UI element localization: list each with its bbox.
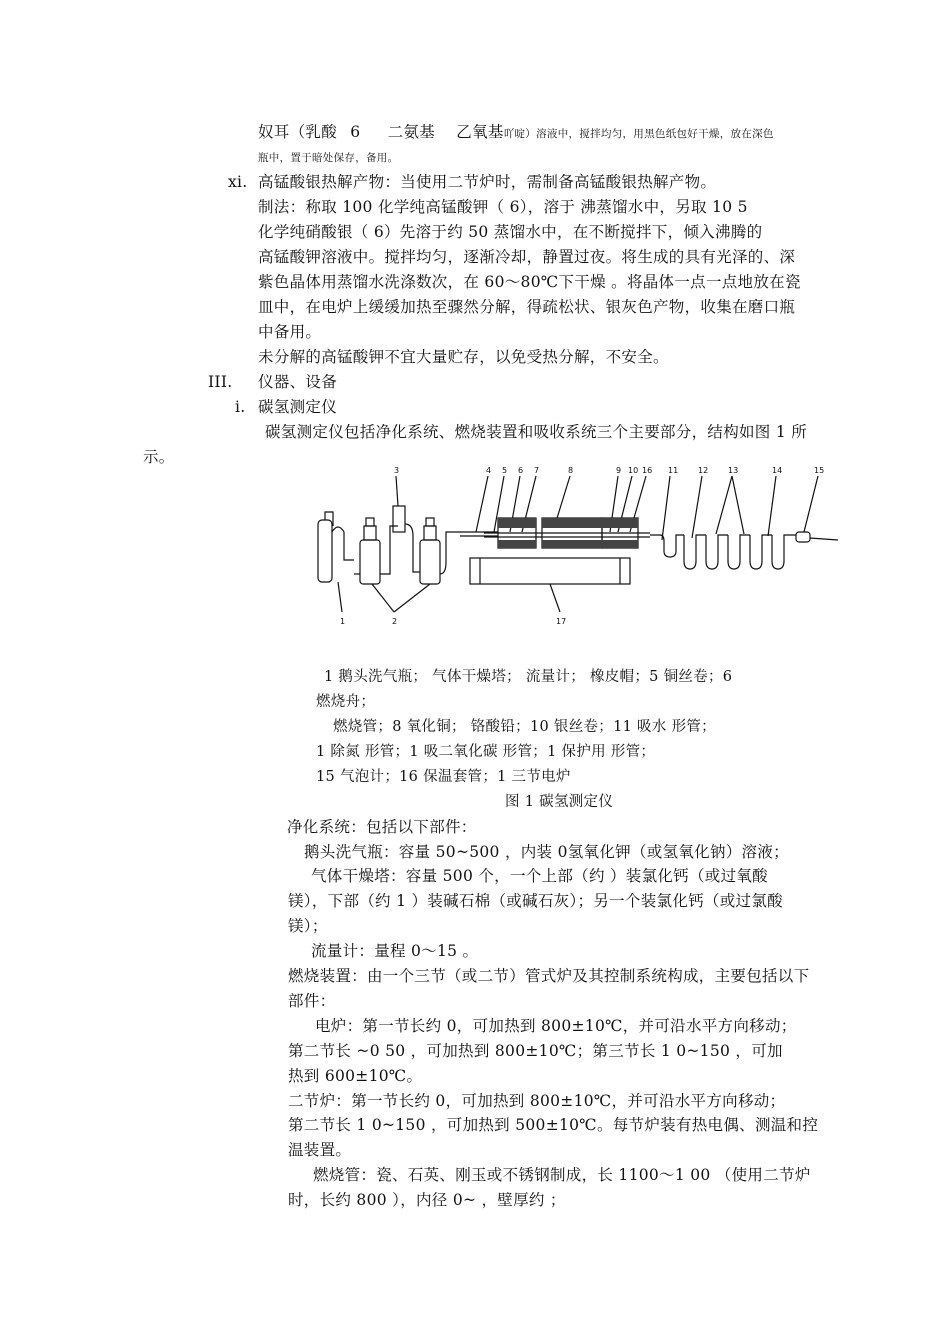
text-span: 6 [350,123,361,141]
text-line: 温装置。 [288,1141,352,1159]
u-tube [750,535,772,569]
text-span: 奴耳（乳酸 [258,123,338,141]
text-line: 燃烧管：瓷、石英、刚玉或不锈钢制成，长 1100～1 00 （使用二节炉 [313,1166,811,1184]
figure-label: 2 [392,617,398,626]
furnace-bench [470,558,630,584]
figure-label: 9 [616,466,622,475]
text-line: 碳氢测定仪包括净化系统、燃烧装置和吸收系统三个主要部分，结构如图 1 所 [265,423,808,441]
figure-label: 16 [642,466,653,475]
text-line: 净化系统：包括以下部件： [287,818,477,836]
u-tube [706,535,728,569]
gas-washing-bottle [318,520,332,582]
flowmeter [393,506,405,532]
text-line: 化学纯硝酸银（ 6）先溶于约 50 蒸馏水中，在不断搅拌下，倾入沸腾的 [258,223,763,241]
text-line: 中备用。 [258,323,322,341]
section-title: 仪器、设备 [258,373,338,391]
drying-tower [420,540,440,584]
figure-label: 17 [556,617,567,626]
caption-line: 1 除氮 形管；1 吸二氧化碳 形管；1 保护用 形管； [316,744,656,760]
text-line: 未分解的高锰酸钾不宜大量贮存，以免受热分解，不安全。 [258,348,669,366]
text-line: 皿中，在电炉上缓缓加热至骤然分解，得疏松状、银灰色产物，收集在磨口瓶 [258,298,796,316]
text-line: 时，长约 800 ），内径 0~ ，壁厚约 ； [288,1191,566,1209]
text-line: 鹅头洗气瓶：容量 50~500 ，内装 0氢氧化钾（或氢氧化钠）溶液； [304,843,789,861]
caption-line: 15 气泡计；16 保温套管；1 三节电炉 [316,769,571,785]
figure-label: 1 [340,617,346,626]
list-number: III. [208,373,233,391]
text-line: 热到 600±10℃。 [288,1067,423,1085]
text-span: 吖啶）溶液中，搅拌均匀，用黑色纸包好干燥，放在深色 [503,128,774,140]
text-line: 二节炉：第一节长约 0，可加热到 800±10℃，并可沿水平方向移动； [288,1092,786,1110]
figure-label: 15 [814,466,825,475]
text-line: 流量计：量程 0～15 。 [311,942,479,960]
text-line: 气体干燥塔：容量 500 个，一个上部（约 ）装氯化钙（或过氧酸 [311,867,768,885]
section-title: 高锰酸银热解产物：当使用二节炉时，需制备高锰酸银热解产物。 [258,173,717,191]
text-line: 镁）； [288,917,328,935]
apparatus-diagram [298,462,858,640]
section-title: 碳氢测定仪 [258,398,338,416]
caption-line: 1 鹅头洗气瓶； 气体干燥塔； 流量计； 橡皮帽；5 铜丝卷；6 [324,669,733,685]
figure-label: 13 [728,466,739,475]
text-line: 第二节长 1 0~150 ，可加热到 500±10℃。每节炉装有热电偶、测温和控 [288,1116,819,1134]
text-line: 镁），下部（约 1 ）装碱石棉（或碱石灰）；另一个装氯化钙（或过氯酸 [288,892,783,910]
figure-label: 6 [518,466,524,475]
text-line: 电炉：第一节长约 0，可加热到 800±10℃，并可沿水平方向移动； [315,1017,797,1035]
figure-label: 11 [668,466,679,475]
u-tube [650,535,684,557]
text-line: 燃烧装置：由一个三节（或二节）管式炉及其控制系统构成，主要包括以下 [288,967,810,985]
text-line: 制法：称取 100 化学纯高锰酸钾（ 6），溶于 沸蒸馏水中，另取 10 5 [258,198,748,216]
figure-label: 8 [568,466,574,475]
list-number: xi. [228,173,248,191]
text-line [258,122,774,144]
figure-label: 10 [628,466,639,475]
text-line: 瓶中，置于暗处保存，备用。 [258,152,399,164]
u-tube [684,535,706,569]
text-span: 乙氧基 [456,123,504,141]
figure-label: 12 [698,466,709,475]
bubble-counter [796,532,810,542]
text-line: 示。 [143,448,175,466]
caption-line: 燃烧舟； [316,694,376,710]
figure-label: 14 [772,466,783,475]
text-line: 部件： [288,992,336,1010]
drying-tower [360,540,380,584]
list-number: i. [235,398,246,416]
figure-title: 图 1 碳氢测定仪 [505,794,614,810]
figure-label: 5 [502,466,508,475]
u-tube [772,535,796,569]
u-tube [728,535,750,569]
text-span: 二氨基 [387,123,436,141]
caption-line: 燃烧管；8 氧化铜； 铬酸铅；10 银丝卷；11 吸水 形管； [333,719,716,735]
figure-label: 7 [534,466,540,475]
text-line: 高锰酸钾溶液中。搅拌均匀，逐渐冷却，静置过夜。将生成的具有光泽的、深 [258,248,796,266]
figure-label: 3 [394,466,400,475]
figure-label: 4 [486,466,492,475]
text-line: 第二节长 ~0 50 ，可加热到 800±10℃；第三节长 1 0~150 ，可加 [288,1042,783,1060]
text-line: 紫色晶体用蒸馏水洗涤数次，在 60～80℃下干燥 。将晶体一点一点地放在瓷 [258,273,801,291]
